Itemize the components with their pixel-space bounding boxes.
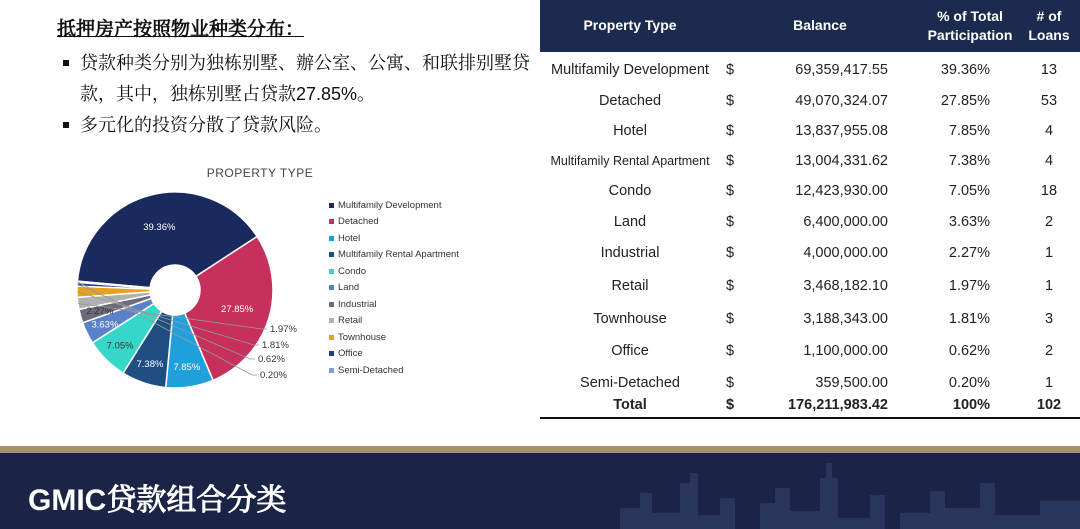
legend-swatch: [329, 368, 334, 373]
cell-currency: $: [726, 245, 735, 261]
cell-participation: 1.97%: [948, 278, 990, 294]
slice-label: 27.85%: [221, 304, 254, 316]
cell-participation: 0.62%: [948, 343, 990, 359]
cell-loans: 2: [1044, 214, 1054, 230]
cell-participation: 2.27%: [948, 245, 990, 261]
cell-balance: 4,000,000.00: [803, 245, 888, 261]
cell-participation: 7.85%: [948, 123, 990, 139]
legend-label: Hotel: [338, 232, 361, 244]
cell-currency: $: [726, 153, 735, 169]
cell-currency: $: [726, 311, 735, 327]
cell-currency: $: [726, 62, 735, 78]
cell-participation: 39.36%: [940, 62, 990, 78]
cell-property-type: Retail: [611, 278, 649, 294]
section-heading: 抵押房产按照物业种类分布：: [57, 19, 305, 40]
cell-currency: $: [726, 123, 735, 139]
cell-balance: 12,423,930.00: [795, 183, 888, 199]
slice-label: 2.27%: [86, 305, 114, 317]
cell-property-type: Land: [613, 214, 647, 230]
legend-swatch: [329, 335, 334, 340]
chart-legend: [329, 197, 459, 379]
pie-chart: [0, 0, 540, 446]
header-property-type: Property Type: [583, 17, 677, 33]
table-row: [540, 175, 1080, 207]
header-pct-line2: Participation: [927, 27, 1013, 43]
gold-divider: [0, 446, 1080, 453]
table-header: [540, 0, 1080, 52]
total-divider: [540, 417, 1080, 419]
cell-loans: 4: [1044, 153, 1054, 169]
header-loans: [1018, 7, 1080, 45]
header-balance: Balance: [793, 17, 847, 33]
table-total-row: [540, 393, 1080, 417]
slice-label: 39.36%: [143, 221, 176, 233]
cell-loans: 4: [1044, 123, 1054, 139]
legend-swatch: [329, 302, 334, 307]
cell-property-type: Semi-Detached: [580, 375, 680, 391]
legend-label: Land: [338, 282, 360, 294]
cell-balance: 69,359,417.55: [795, 62, 888, 78]
table-row: [540, 85, 1080, 117]
legend-label: Retail: [338, 315, 363, 327]
header-participation: [910, 7, 1030, 45]
legend-swatch: [329, 285, 334, 290]
total-label: Total: [613, 397, 647, 413]
cell-participation: 7.05%: [948, 183, 990, 199]
cell-participation: 27.85%: [940, 93, 990, 109]
table-row: [540, 115, 1080, 147]
footer-title: GMIC贷款组合分类: [28, 484, 287, 517]
property-table: [540, 0, 1080, 420]
cell-currency: $: [726, 278, 735, 294]
legend-swatch: [329, 219, 334, 224]
table-row: [540, 206, 1080, 238]
slice-label: 0.20%: [260, 370, 287, 381]
legend-item: [329, 263, 459, 280]
slice-label: 7.85%: [173, 362, 201, 374]
legend-item: [329, 313, 459, 330]
cell-currency: $: [726, 214, 735, 230]
bullet-item: 多元化的投资分散了贷款风险。: [60, 110, 540, 141]
cell-loans: 1: [1044, 278, 1054, 294]
bullet-item: 贷款种类分别为独栋别墅、辦公室、公寓、和联排别墅贷款，其中，独栋别墅占贷款27.85%。: [60, 48, 540, 110]
legend-label: Multifamily Rental Apartment: [338, 249, 459, 261]
total-participation: 100%: [952, 397, 990, 413]
legend-swatch: [329, 236, 334, 241]
cell-loans: 1: [1044, 245, 1054, 261]
cell-property-type: Hotel: [613, 123, 647, 139]
slice-label: 7.38%: [136, 358, 164, 370]
cell-balance: 13,004,331.62: [795, 153, 888, 169]
total-balance: 176,211,983.42: [788, 397, 888, 413]
cell-participation: 3.63%: [948, 214, 990, 230]
cell-property-type: Multifamily Rental Apartment: [550, 154, 710, 168]
table-row: [540, 54, 1080, 86]
header-pct-line1: % of Total: [937, 8, 1003, 24]
legend-item: [329, 197, 459, 214]
cell-balance: 6,400,000.00: [803, 214, 888, 230]
cell-loans: 18: [1040, 183, 1058, 199]
cell-balance: 359,500.00: [815, 375, 888, 391]
cell-property-type: Multifamily Development: [551, 62, 709, 78]
legend-swatch: [329, 269, 334, 274]
cell-currency: $: [726, 343, 735, 359]
cell-loans: 3: [1044, 311, 1054, 327]
legend-item: [329, 280, 459, 297]
header-num-line2: Loans: [1028, 27, 1070, 43]
cell-balance: 1,100,000.00: [803, 343, 888, 359]
legend-label: Detached: [338, 216, 379, 228]
slice-label: 7.05%: [106, 340, 134, 352]
cell-loans: 53: [1040, 93, 1058, 109]
total-currency: $: [726, 397, 735, 413]
cell-balance: 13,837,955.08: [795, 123, 888, 139]
cell-balance: 49,070,324.07: [795, 93, 888, 109]
cell-participation: 0.20%: [948, 375, 990, 391]
legend-item: [329, 329, 459, 346]
slice-label: 3.63%: [91, 319, 119, 331]
legend-swatch: [329, 252, 334, 257]
legend-item: [329, 346, 459, 363]
slice-label: 1.97%: [270, 324, 297, 335]
cell-balance: 3,188,343.00: [803, 311, 888, 327]
header-num-line1: # of: [1036, 8, 1062, 24]
legend-label: Semi-Detached: [338, 364, 404, 376]
legend-item: [329, 214, 459, 231]
slice-label: 0.62%: [258, 354, 285, 365]
cell-currency: $: [726, 375, 735, 391]
total-loans: 102: [1036, 397, 1062, 413]
cell-currency: $: [726, 183, 735, 199]
cell-property-type: Industrial: [600, 245, 660, 261]
cell-property-type: Condo: [608, 183, 652, 199]
legend-label: Office: [338, 348, 363, 360]
legend-label: Industrial: [338, 298, 377, 310]
legend-item: [329, 247, 459, 264]
cell-balance: 3,468,182.10: [803, 278, 888, 294]
table-row: [540, 270, 1080, 302]
cell-participation: 1.81%: [948, 311, 990, 327]
legend-item: [329, 362, 459, 379]
chart-title: PROPERTY TYPE: [206, 166, 314, 180]
slice-label: 1.81%: [262, 340, 289, 351]
legend-swatch: [329, 318, 334, 323]
legend-swatch: [329, 203, 334, 208]
table-row: [540, 145, 1080, 177]
cell-property-type: Townhouse: [593, 311, 667, 327]
legend-swatch: [329, 351, 334, 356]
cell-loans: 2: [1044, 343, 1054, 359]
cell-loans: 1: [1044, 375, 1054, 391]
cell-loans: 13: [1040, 62, 1058, 78]
legend-item: [329, 296, 459, 313]
table-row: [540, 303, 1080, 335]
legend-item: [329, 230, 459, 247]
cell-participation: 7.38%: [948, 153, 990, 169]
table-row: [540, 335, 1080, 367]
legend-label: Townhouse: [338, 331, 387, 343]
table-row: [540, 237, 1080, 269]
legend-label: Multifamily Development: [338, 199, 442, 211]
cell-property-type: Office: [611, 343, 649, 359]
footer-banner: [0, 453, 1080, 529]
cell-property-type: Detached: [598, 93, 662, 109]
legend-label: Condo: [338, 265, 366, 277]
cell-currency: $: [726, 93, 735, 109]
